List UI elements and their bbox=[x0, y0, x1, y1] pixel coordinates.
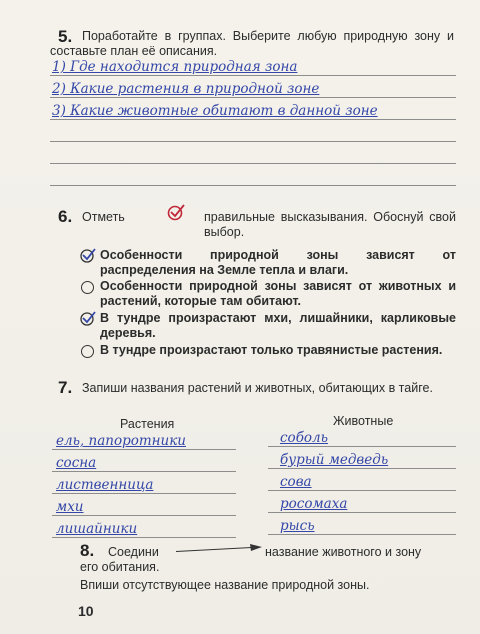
task5-answer-1: 1) Где находится природная зона bbox=[52, 59, 298, 75]
task5-answer-3: 3) Какие животные обитают в данной зоне bbox=[52, 103, 378, 119]
task6-option-3: В тундре произрастают мхи, лишайники, карликовые деревья. bbox=[100, 311, 456, 340]
answer-line bbox=[268, 446, 456, 447]
task5-answer-2: 2) Какие растения в природной зоне bbox=[52, 81, 320, 97]
plant-5: лишайники bbox=[56, 521, 138, 537]
task5-number: 5. bbox=[58, 27, 73, 46]
answer-line bbox=[50, 141, 456, 142]
arrow-head-icon bbox=[250, 543, 262, 553]
answer-line bbox=[50, 163, 456, 164]
task7-number: 7. bbox=[58, 378, 73, 397]
task6-option-1: Особенности природной зоны зависят от распределения на Земле тепла и влаги. bbox=[100, 248, 456, 277]
answer-line bbox=[52, 515, 236, 516]
task6-option-4: В тундре произрастают только травянистые растения. bbox=[100, 343, 443, 357]
answer-line bbox=[50, 119, 456, 120]
answer-line bbox=[50, 97, 456, 98]
task8-text-after: название животного и зону bbox=[265, 545, 422, 559]
checked-circle-icon[interactable] bbox=[78, 309, 98, 327]
answer-line bbox=[268, 468, 456, 469]
task6-number: 6. bbox=[58, 207, 73, 226]
plant-4: мхи bbox=[56, 499, 84, 515]
plant-3: лиственница bbox=[56, 477, 154, 493]
answer-line bbox=[268, 534, 456, 535]
task8-number: 8. bbox=[80, 541, 95, 560]
answer-line bbox=[50, 185, 456, 186]
task6-text-after-line1: правильные высказывания. Обоснуй свой выбор. bbox=[204, 210, 456, 239]
plant-2: сосна bbox=[56, 455, 97, 471]
animal-3: сова bbox=[280, 474, 312, 490]
task5-text: Поработайте в группах. Выберите любую природную зону и составьте план её описания. bbox=[50, 29, 454, 58]
radio-circle-icon[interactable] bbox=[81, 345, 94, 358]
task8-text-line3: Впиши отсутствующее название природной зоны. bbox=[80, 578, 370, 592]
arrow-line bbox=[176, 547, 254, 552]
animal-4: росомаха bbox=[280, 496, 348, 512]
answer-line bbox=[268, 490, 456, 491]
plants-header: Растения bbox=[120, 417, 175, 431]
task6-option-2: Особенности природной зоны зависят от животных и растений, которые там обитают. bbox=[100, 279, 456, 308]
answer-line bbox=[50, 75, 456, 76]
check-mark-icon bbox=[166, 203, 186, 221]
answer-line bbox=[52, 449, 236, 450]
radio-circle-icon[interactable] bbox=[81, 281, 94, 294]
plant-1: ель, папоротники bbox=[56, 433, 186, 449]
task7-text: Запиши названия растений и животных, обитающих в тайге. bbox=[82, 381, 433, 395]
answer-line bbox=[268, 512, 456, 513]
page-number: 10 bbox=[78, 603, 94, 619]
task8-text-line2: его обитания. bbox=[80, 560, 160, 574]
answer-line bbox=[52, 471, 236, 472]
animal-5: рысь bbox=[280, 518, 315, 534]
answer-line bbox=[52, 493, 236, 494]
animal-2: бурый медведь bbox=[280, 452, 389, 468]
animal-1: соболь bbox=[280, 430, 329, 446]
animals-header: Животные bbox=[333, 414, 394, 428]
task6-text-before: Отметь bbox=[82, 210, 125, 224]
task8-text-before: Соедини bbox=[108, 545, 159, 559]
checked-circle-icon[interactable] bbox=[78, 246, 98, 264]
answer-line bbox=[52, 537, 236, 538]
